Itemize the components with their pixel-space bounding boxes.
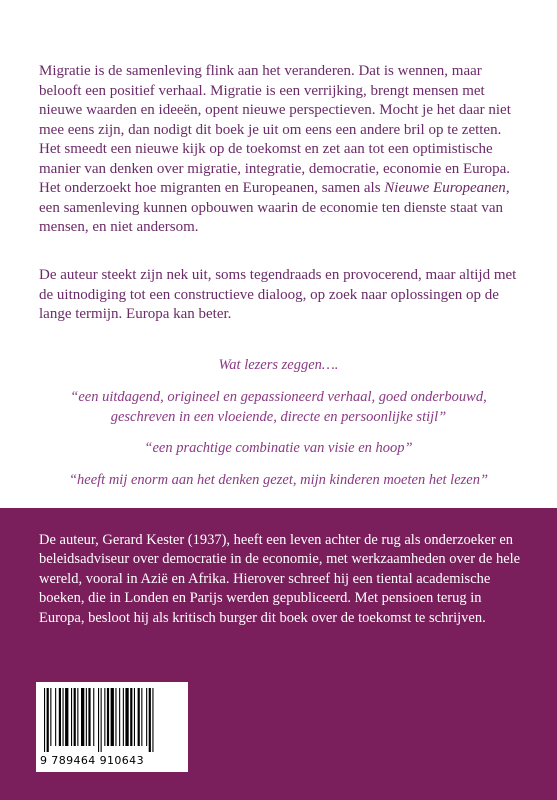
barcode — [36, 682, 188, 772]
barcode-bar — [119, 688, 120, 746]
barcode-bar — [111, 688, 114, 746]
barcode-bar — [98, 688, 99, 752]
blurb-text-continued: , een samenleving kunnen opbouwen waarin de economie ten dienste staat van mensen, en niet andersom. — [39, 180, 510, 235]
isbn-number: 9 789464 910643 — [40, 754, 144, 767]
reader-quote-2: “een prachtige combinatie van visie en hoop” — [144, 440, 413, 456]
barcode-bar — [125, 688, 128, 746]
barcode-bar — [59, 688, 61, 746]
barcode-bar — [74, 688, 76, 746]
reader-quote-1 — [0, 388, 557, 427]
barcode-bar — [152, 688, 153, 752]
barcode-bar — [134, 688, 135, 746]
barcode-bar — [71, 688, 72, 746]
quote-line: “een uitdagend, origineel en gepassioneerd verhaal, goed onderbouwd, — [70, 389, 487, 405]
barcode-bar — [146, 688, 147, 746]
barcode-bar — [63, 688, 64, 746]
quote-line: geschreven in een vloeiende, directe en persoonlijke stijl” — [110, 408, 447, 425]
barcode-bar — [77, 688, 78, 746]
blurb-text: Migratie is de samenleving flink aan het veranderen. Dat is wennen, maar belooft een positief verhaal. Migratie is een verrijking, brengt mensen met nieuwe waarden en ideeën, opent nieuwe perspectieven. Mocht je het daar niet mee eens zijn, dan nodigt dit boek je uit om eens een andere bril op te zetten. Het smeedt een nieuwe kijk op de toekomst en zet aan tot een optimistische manier van denken over migratie, integratie, democratie, economie en Europa. Het onderzoekt hoe migranten en Europeanen, samen als — [39, 63, 511, 196]
quotes-heading: Wat lezers zeggen…. — [218, 357, 339, 373]
barcode-bar — [138, 688, 140, 746]
barcode-bar — [55, 688, 56, 746]
barcode-bars — [36, 682, 188, 756]
barcode-bar — [81, 688, 84, 746]
author-band — [0, 508, 557, 800]
barcode-bar — [104, 688, 105, 746]
barcode-bar — [101, 688, 102, 752]
barcode-bar — [115, 688, 116, 746]
barcode-bar — [86, 688, 87, 746]
reader-quote-3: “heeft mij enorm aan het denken gezet, mijn kinderen moeten het lezen” — [68, 472, 489, 488]
barcode-bar — [123, 688, 124, 746]
barcode-bar — [107, 688, 109, 746]
emphasized-term: Nieuwe Europeanen — [384, 180, 506, 196]
blurb-paragraph-1 — [39, 62, 525, 238]
barcode-bar — [47, 688, 49, 752]
barcode-bar — [65, 688, 68, 746]
blurb-paragraph-2: De auteur steekt zijn nek uit, soms tegendraads en provocerend, maar altijd met de uitnodiging tot een constructieve dialoog, op zoek naar oplossingen op de lange termijn. Europa kan beter. — [39, 267, 517, 322]
barcode-bar — [149, 688, 151, 752]
barcode-bar — [130, 688, 132, 746]
barcode-bar — [141, 688, 142, 746]
barcode-bar — [44, 688, 45, 752]
author-bio: De auteur, Gerard Kester (1937), heeft een leven achter de rug als onderzoeker en beleidsadviseur over democratie in de economie, met werkzaamheden over de hele wereld, vooral in Azië en Afrika. Hierover schreef hij een tiental academische boeken, die in Londen en Parijs werden gepubliceerd. Met pensioen terug in Europa, besloot hij als kritisch burger dit boek over de toekomst te schrijven. — [39, 532, 521, 626]
barcode-bar — [50, 688, 51, 746]
barcode-bar — [93, 688, 94, 746]
barcode-bar — [88, 688, 90, 746]
